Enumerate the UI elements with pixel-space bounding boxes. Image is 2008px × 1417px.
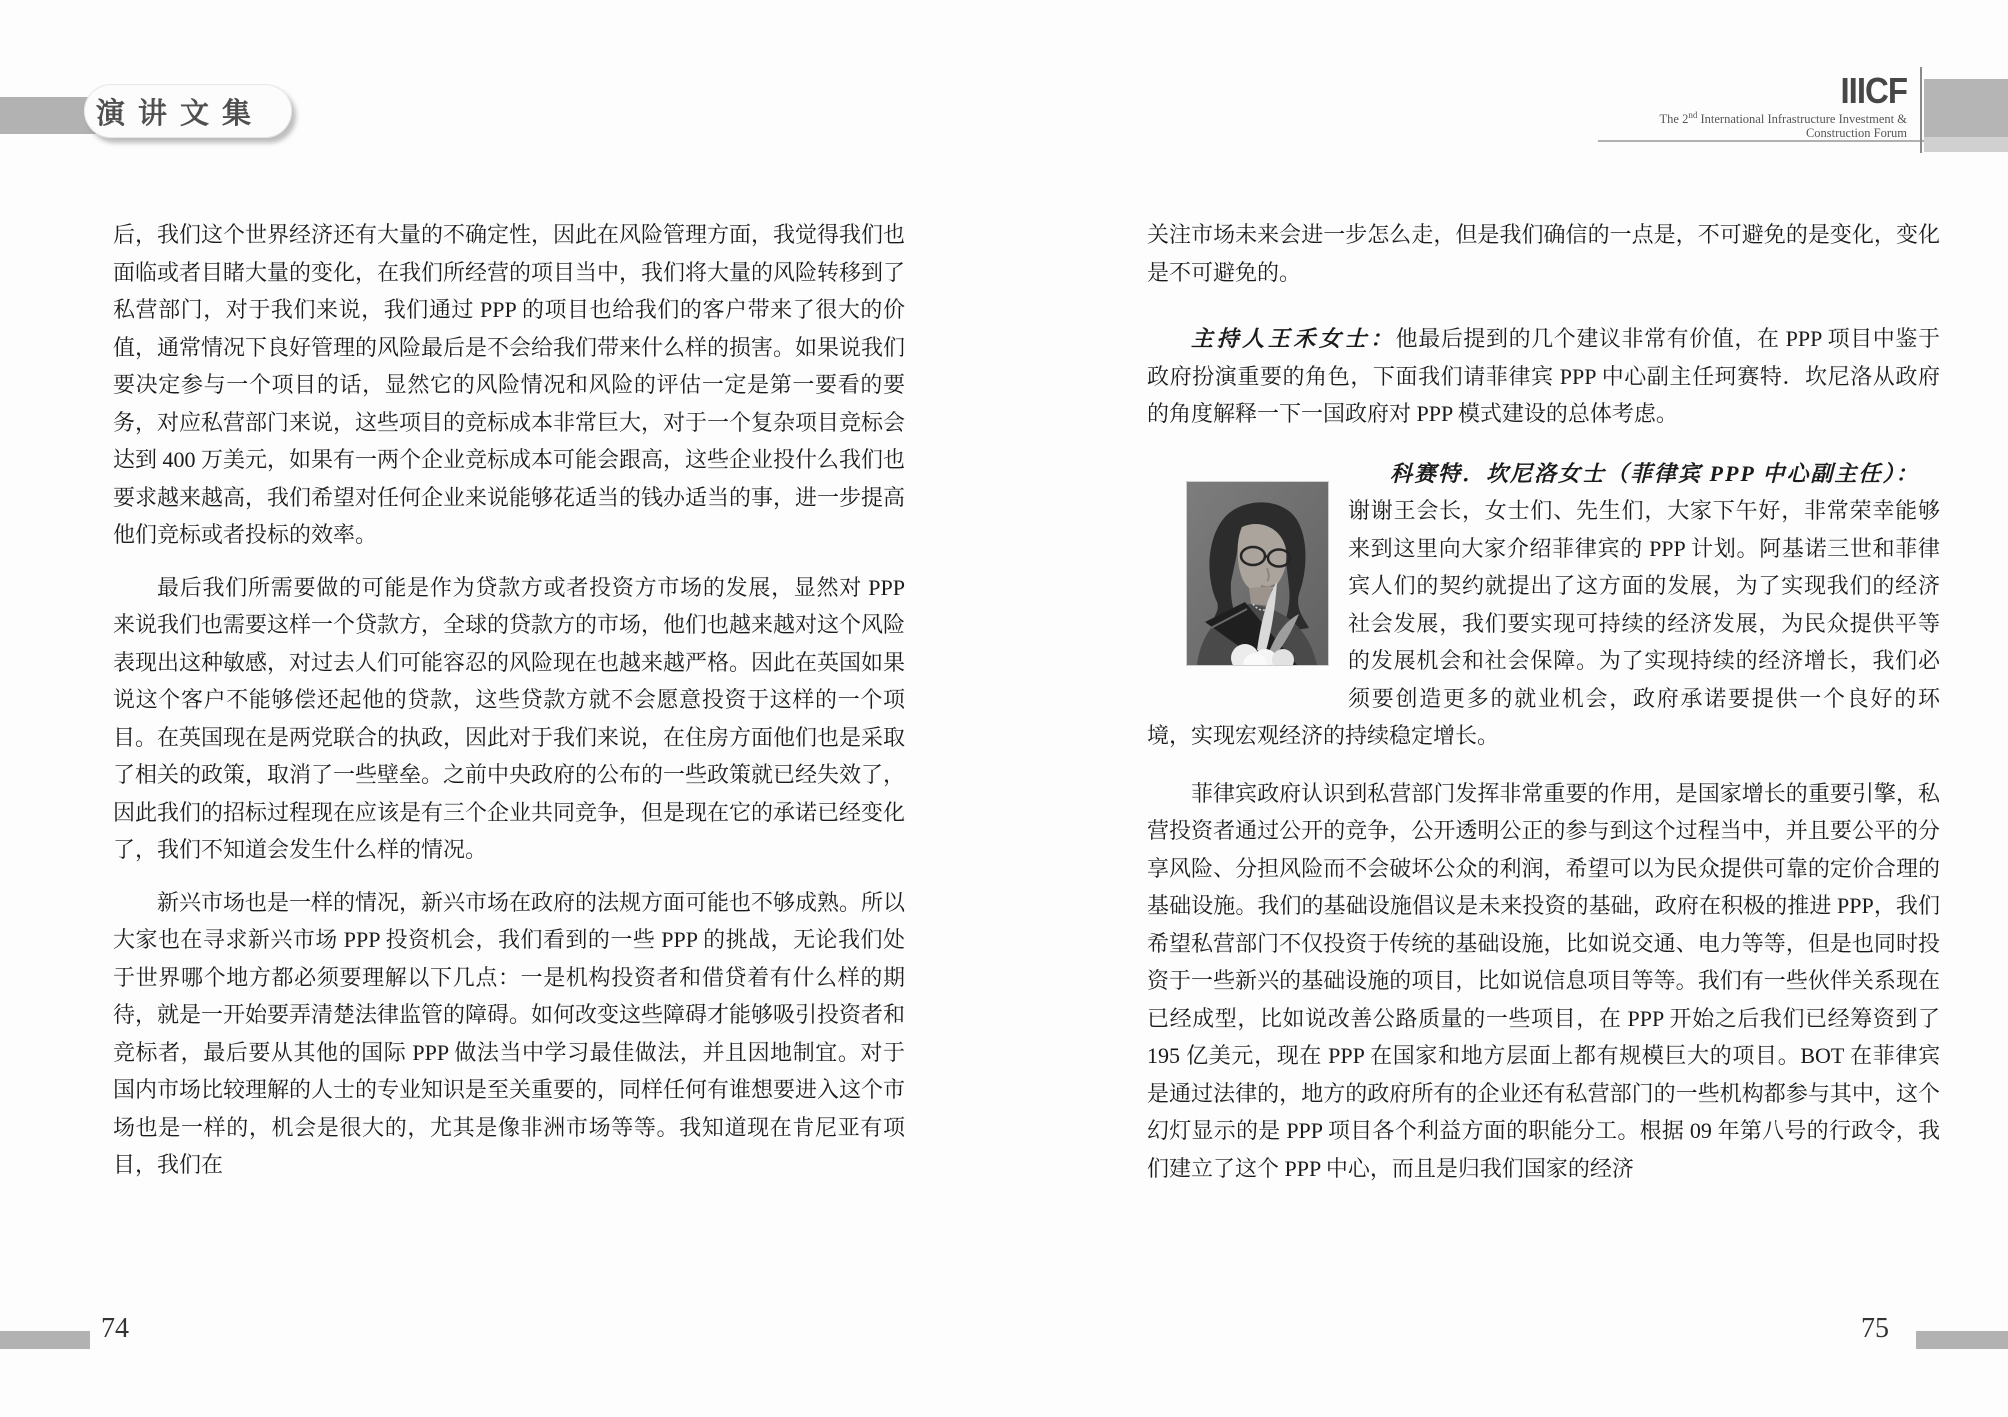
left-page-column [113,216,905,1199]
page-number-left: 74 [101,1313,129,1344]
host-paragraph [1147,320,1940,433]
iiicf-logo: IIICF [1840,69,1907,111]
corner-gray-block-light [1924,137,2008,152]
section-title: 演讲文集 [96,97,265,130]
paragraph: 最后我们所需要做的可能是作为贷款方或者投资方市场的发展，显然对 PPP 来说我们也需要这样一个贷款方，全球的贷款方的市场，他们也越来越对这个风险表现出这种敏感，对过去人们可能容忍的风险现在也越来越严格。因此在英国如果说这个客户不能够偿还起他的贷款，这些贷款方就不会愿意投资于这样的一个项目。在英国现在是两党联合的执政，因此对于我们来说，在住房方面他们也是采取了相关的政策，取消了一些壁垒。之前中央政府的公布的一些政策就已经失效了，因此我们的招标过程现在应该是有三个企业共同竞争，但是现在它的承诺已经变化了，我们不知道会发生什么样的情况。 [113,574,906,862]
footer-right-gray-bar [1916,1331,2008,1349]
speaker-name-line: 科赛特．坎尼洛女士（菲律宾 PPP 中心副主任）： [1390,460,1920,486]
speech-text: 谢谢王会长，女士们、先生们，大家下午好，非常荣幸能够来到这里向大家介绍菲律宾的 PPP 计划。阿基诺三世和菲律宾人们的契约就提出了这方面的发展，为了实现我们的经济社会发展，我们要实现可持续的经济发展，为民众提供平等的发展机会和社会保障。为了实现持续的经济增长，我们必须要创造更多的就业机会，政府承诺要提供一个良好的环境，实现宏观经济的持续稳定增长。 [1147,498,1940,748]
page-number-right: 75 [1861,1313,1889,1344]
host-text: 他最后提到的几个建议非常有价值，在 PPP 项目中鉴于政府扮演重要的角色，下面我们请菲律宾 PPP 中心副主任珂赛特．坎尼洛从政府的角度解释一下一国政府对 PPP 模式建设的总体考虑。 [1147,326,1940,426]
corner-vertical-line [1920,67,1922,153]
header-left-tab [84,84,292,138]
corner-gray-block [1924,79,2008,137]
paragraph: 后，我们这个世界经济还有大量的不确定性，因此在风险管理方面，我觉得我们也面临或者目睹大量的变化，在我们所经营的项目当中，我们将大量的风险转移到了私营部门，对于我们来说，我们通过 PPP 的项目也给我们的客户带来了很大的价值，通常情况下良好管理的风险最后是不会给我们带来什么样的损害。如果说我们要决定参与一个项目的话，显然它的风险情况和风险的评估一定是第一要看的要务，对应私营部门来说，这些项目的竞标成本非常巨大，对于一个复杂项目竞标会达到 400 万美元，如果有一两个企业竞标成本可能会跟高，这些企业投什么我们也要求越来越高，我们希望对任何企业来说能够花适当的钱办适当的事，进一步提高他们竞标或者投标的效率。 [113,222,906,547]
footer-left-gray-bar [0,1331,90,1349]
forum-subtitle [1487,108,1907,140]
right-page-column [1147,216,1940,1202]
speaker-photo [1187,482,1328,665]
forum-subtitle-line2: Construction Forum [1805,126,1907,141]
forum-subtitle-line1: The 2nd International Infrastructure Investment & [1659,110,1907,127]
header-left-gray-bar [0,97,96,134]
paragraph: 菲律宾政府认识到私营部门发挥非常重要的作用，是国家增长的重要引擎，私营投资者通过公开的竞争，公开透明公正的参与到这个过程当中，并且要公平的分享风险、分担风险而不会破坏公众的利润，希望可以为民众提供可靠的定价合理的基础设施。我们的基础设施倡议是未来投资的基础，政府在积极的推进 PPP，我们希望私营部门不仅投资于传统的基础设施，比如说交通、电力等等，但是也同时投资于一些新兴的基础设施的项目，比如说信息项目等等。我们有一些伙伴关系现在已经成型，比如说改善公路质量的一些项目，在 PPP 开始之后我们已经筹资到了 195 亿美元，现在 PPP 在国家和地方层面上都有规模巨大的项目。BOT 在菲律宾是通过法律的，地方的政府所有的企业还有私营部门的一些机构都参与其中，这个幻灯显示的是 PPP 项目各个利益方面的职能分工。根据 09 年第八号的行政令，我们建立了这个 PPP 中心，而且是归我们国家的经济 [1147,780,1940,1181]
paragraph: 关注市场未来会进一步怎么走，但是我们确信的一点是，不可避免的是变化，变化是不可避免的。 [1147,222,1940,285]
speaker-paragraph [1147,455,1940,755]
paragraph: 新兴市场也是一样的情况，新兴市场在政府的法规方面可能也不够成熟。所以大家也在寻求新兴市场 PPP 投资机会，我们看到的一些 PPP 的挑战，无论我们处于世界哪个地方都必须要理解以下几点：一是机构投资者和借贷着有什么样的期待，就是一开始要弄清楚法律监管的障碍。如何改变这些障碍才能够吸引投资者和竞标者，最后要从其他的国际 PPP 做法当中学习最佳做法，并且因地制宜。对于国内市场比较理解的人士的专业知识是至关重要的，同样任何有谁想要进入这个市场也是一样的，机会是很大的，尤其是像非洲市场等等。我知道现在肯尼亚有项目，我们在 [113,889,906,1177]
host-name: 主持人王禾女士： [1191,326,1396,351]
